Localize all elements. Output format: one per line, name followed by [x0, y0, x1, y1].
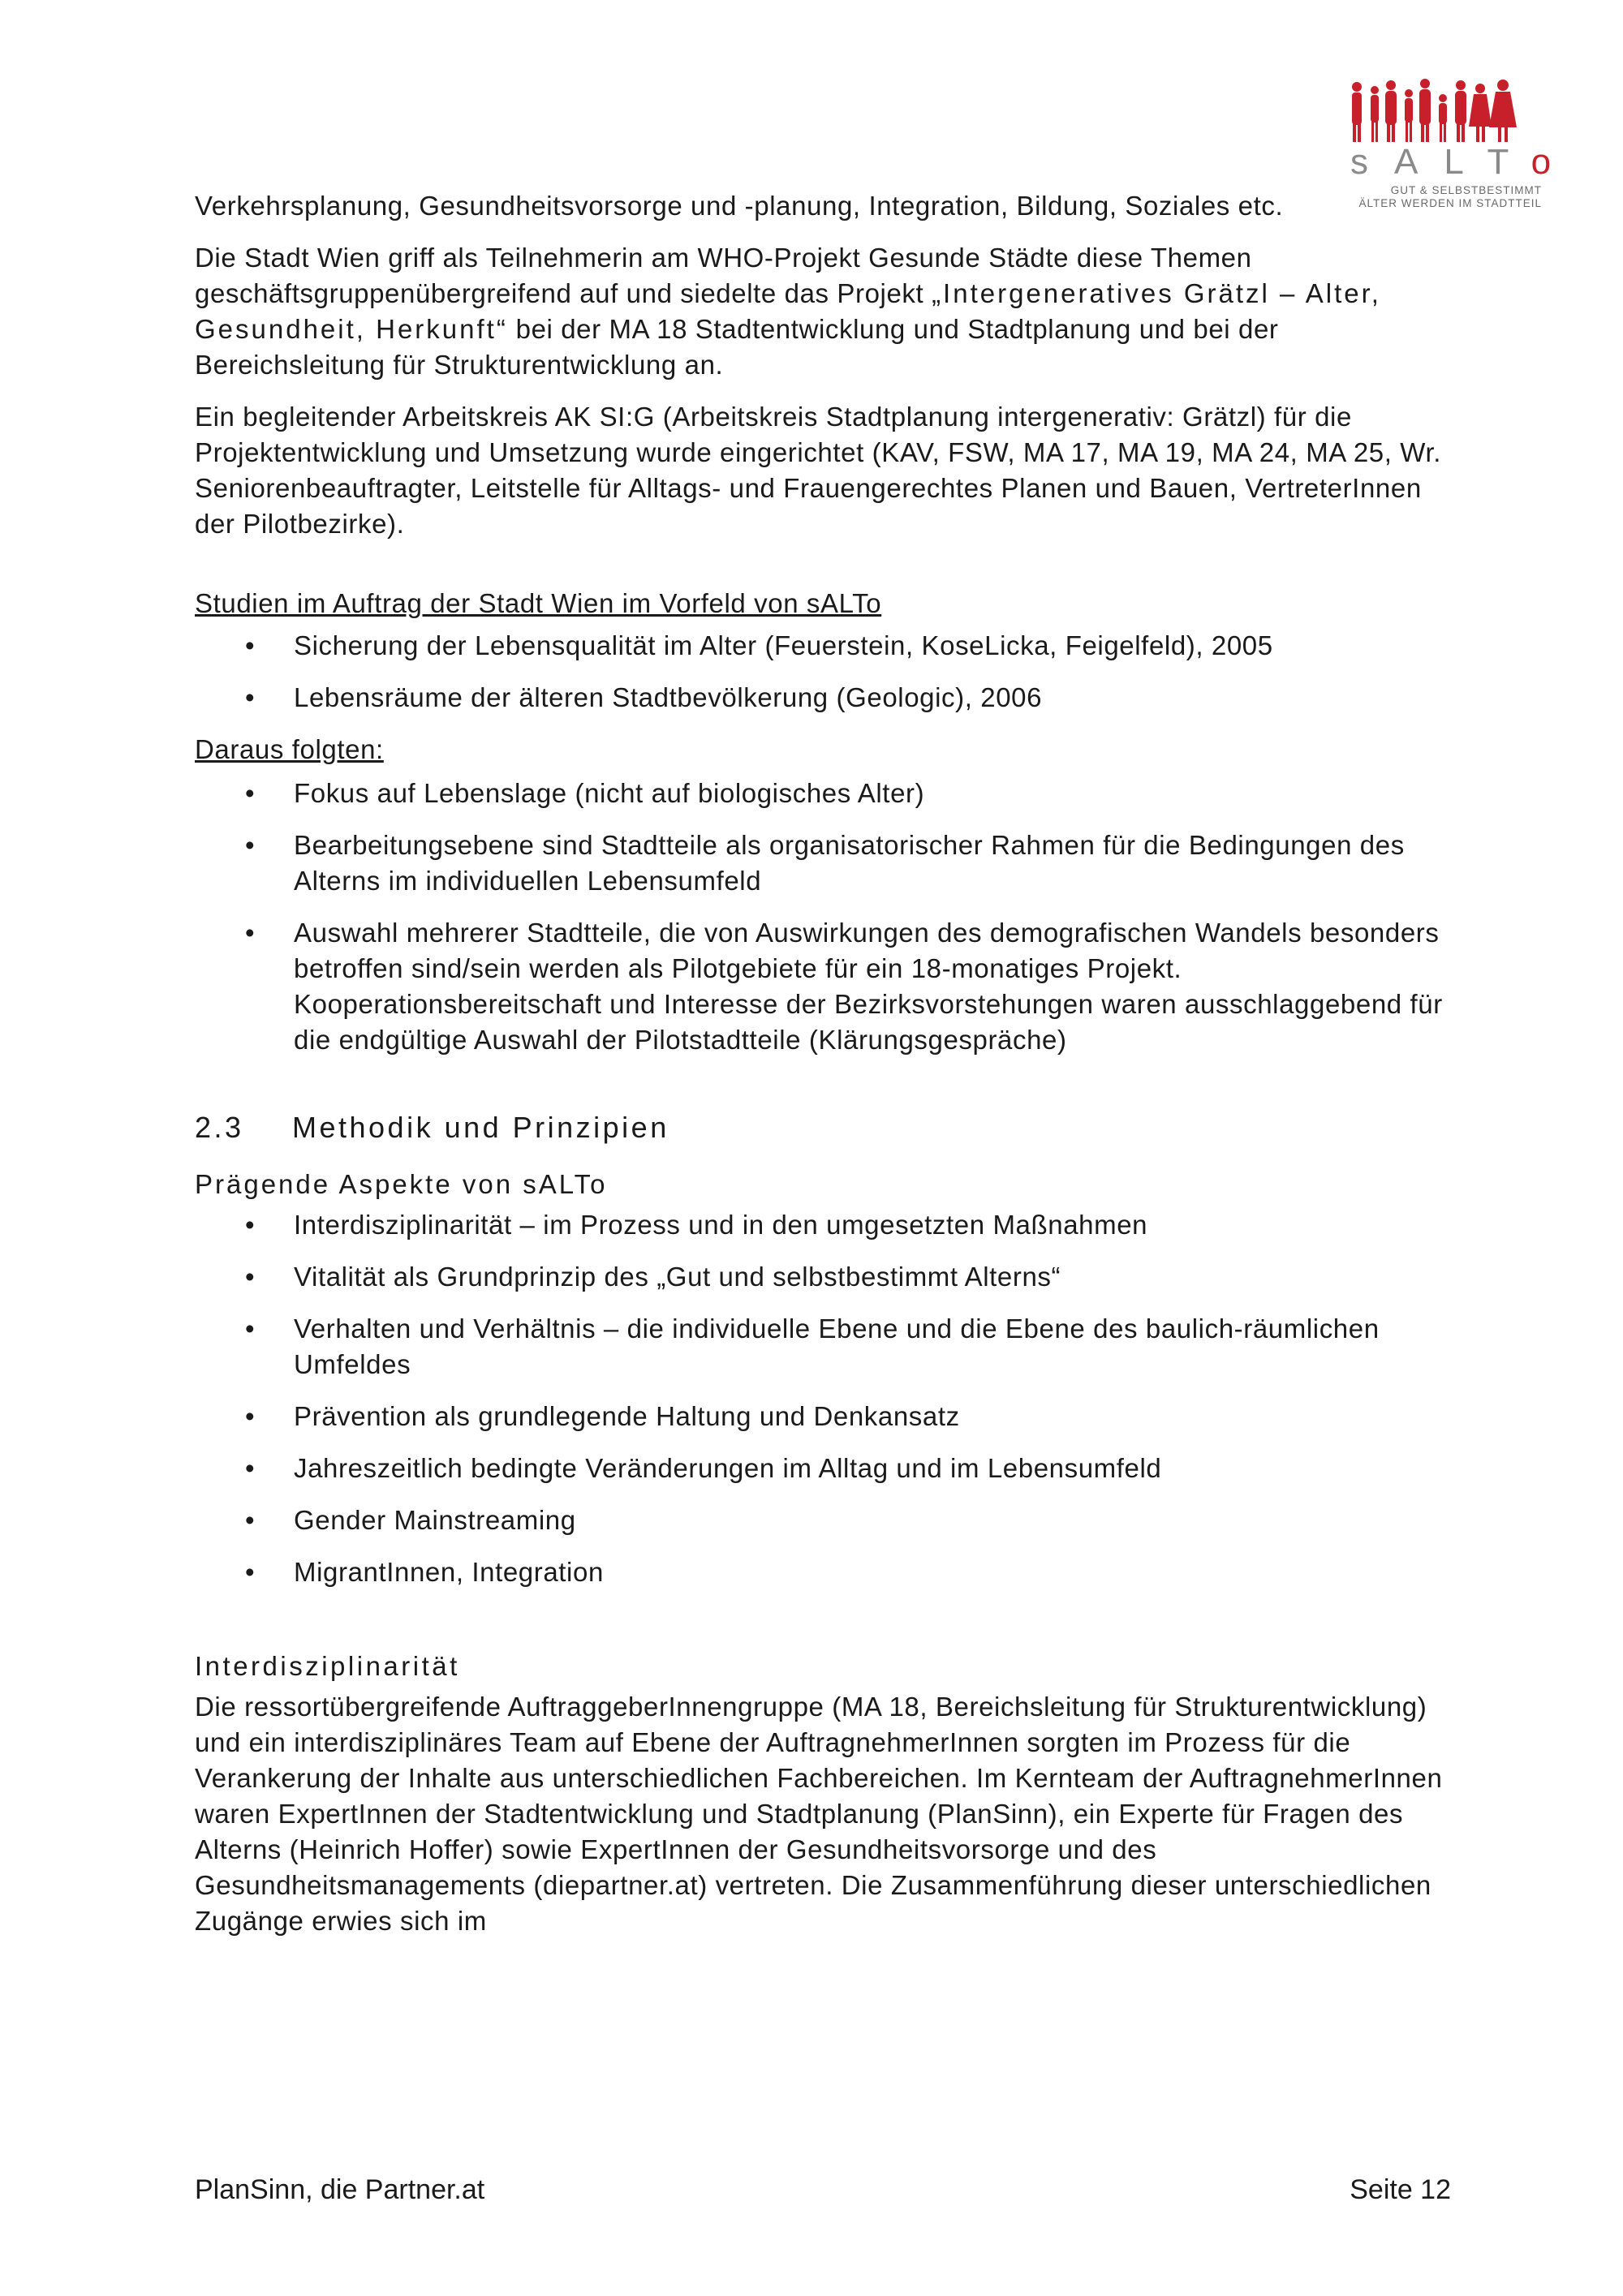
bullet-icon: •: [245, 630, 256, 660]
list-item-text: Gender Mainstreaming: [294, 1505, 576, 1535]
section-number: 2.3: [195, 1111, 244, 1144]
logo-tagline-1: GUT & SELBSTBESTIMMT: [1390, 184, 1542, 196]
page-number: Seite 12: [1350, 2174, 1451, 2205]
footer-left: PlanSinn, die Partner.at: [195, 2174, 485, 2205]
bullet-icon: •: [245, 1505, 256, 1535]
bullet-icon: •: [245, 830, 256, 860]
salto-logo: [1331, 77, 1578, 209]
list-item-text: Jahreszeitlich bedingte Veränderungen im Alltag und im Lebensumfeld: [294, 1453, 1162, 1483]
list-item: [195, 680, 1461, 716]
bullet-icon: •: [245, 1557, 256, 1587]
paragraph-intro-2a: Die Stadt Wien griff als Teilnehmerin am WHO-Projekt Gesunde Städte diese Themen geschäftsgruppenübergreifend auf und siedelte das Projekt: [195, 243, 1252, 308]
list-item-text: Auswahl mehrerer Stadtteile, die von Auswirkungen des demografischen Wandels besonders betroffen sind/sein werden als Pilotgebiete für ein 18-monatiges Projekt. Kooperationsbereitschaft und Interesse der Bezirksvorstehungen waren ausschlaggebend für die endgültige Auswahl der Pilotstadtteile (Klärungsgespräche): [294, 918, 1443, 1055]
bullet-icon: •: [245, 918, 256, 948]
aspekte-list: [195, 1207, 1461, 1590]
list-item-text: Sicherung der Lebensqualität im Alter (Feuerstein, KoseLicka, Feigelfeld), 2005: [294, 630, 1273, 660]
paragraph-intro-3: Ein begleitender Arbeitskreis AK SI:G (Arbeitskreis Stadtplanung intergenerativ: Grätzl) für die Projektentwicklung und Umsetzung wurde eingerichtet (KAV, FSW, MA 17, MA 19, MA 24, MA 25, Wr. Seniorenbeauftragter, Leitstelle für Alltags- und Frauengerechtes Planen und Bauen, VertreterInnen der Pilotbezirke).: [195, 402, 1441, 539]
studien-heading: Studien im Auftrag der Stadt Wien im Vorfeld von sALTo: [195, 588, 882, 618]
list-item-text: Vitalität als Grundprinzip des „Gut und selbstbestimmt Alterns“: [294, 1262, 1061, 1292]
paragraph-intro-2b: bei der MA 18 Stadtentwicklung und Stadtplanung und bei der Bereichsleitung für Strukturentwicklung an.: [195, 314, 1279, 380]
project-title: „Intergeneratives Grätzl – Alter, Gesundheit, Herkunft“: [195, 278, 1381, 344]
logo-tagline-2: ÄLTER WERDEN IM STADTTEIL: [1358, 197, 1542, 209]
bullet-icon: •: [245, 1210, 256, 1240]
list-item: [195, 1399, 1461, 1434]
daraus-list: [195, 776, 1461, 1058]
section-title: Methodik und Prinzipien: [292, 1111, 669, 1144]
list-item-text: Fokus auf Lebenslage (nicht auf biologisches Alter): [294, 778, 925, 808]
list-item-text: MigrantInnen, Integration: [294, 1557, 604, 1587]
list-item-text: Prävention als grundlegende Haltung und Denkansatz: [294, 1401, 960, 1431]
list-item: [195, 628, 1461, 664]
bullet-icon: •: [245, 1262, 256, 1292]
list-item-text: Bearbeitungsebene sind Stadtteile als organisatorischer Rahmen für die Bedingungen des Alterns im individuellen Lebensumfeld: [294, 830, 1405, 896]
logo-word-prefix: sALT: [1350, 142, 1531, 182]
bullet-icon: •: [245, 1314, 256, 1344]
list-item-text: Interdisziplinarität – im Prozess und in den umgesetzten Maßnahmen: [294, 1210, 1148, 1240]
list-item: [195, 776, 1461, 811]
logo-word-suffix: o: [1530, 142, 1578, 182]
bullet-icon: •: [245, 1401, 256, 1431]
list-item: [195, 828, 1461, 899]
list-item: [195, 1554, 1461, 1590]
body-text: [195, 188, 1461, 1955]
logo-wordmark: [1350, 142, 1578, 182]
list-item: [195, 1451, 1461, 1486]
paragraph-intro-2: [195, 240, 1461, 383]
section-heading: [195, 1110, 1461, 1146]
list-item-text: Lebensräume der älteren Stadtbevölkerung (Geologic), 2006: [294, 682, 1043, 712]
paragraph-intro-1: Verkehrsplanung, Gesundheitsvorsorge und -planung, Integration, Bildung, Soziales etc.: [195, 191, 1284, 221]
bullet-icon: •: [245, 682, 256, 712]
interdisziplinaritaet-paragraph: Die ressortübergreifende AuftraggeberInnengruppe (MA 18, Bereichsleitung für Strukturentwicklung) und ein interdisziplinäres Team auf Ebene der AuftragnehmerInnen sorgten im Prozess für die Verankerung der Inhalte aus unterschiedlichen Fachbereichen. Im Kernteam der AuftragnehmerInnen waren ExpertInnen der Stadtentwicklung und Stadtplanung (PlanSinn), ein Experte für Fragen des Alterns (Heinrich Hoffer) sowie ExpertInnen der Gesundheitsvorsorge und des Gesundheitsmanagements (diepartner.at) vertreten. Die Zusammenführung dieser unterschiedlichen Zugänge erwies sich im: [195, 1692, 1443, 1936]
list-item: [195, 1207, 1461, 1243]
list-item: [195, 1311, 1461, 1382]
studien-list: [195, 628, 1461, 716]
interdisziplinaritaet-heading: Interdisziplinarität: [195, 1651, 460, 1681]
aspekte-heading: Prägende Aspekte von sALTo: [195, 1169, 608, 1199]
bullet-icon: •: [245, 1453, 256, 1483]
people-figures-icon: [1347, 77, 1526, 144]
daraus-heading: Daraus folgten:: [195, 734, 384, 764]
list-item-text: Verhalten und Verhältnis – die individuelle Ebene und die Ebene des baulich-räumlichen Umfeldes: [294, 1314, 1380, 1379]
list-item: [195, 1503, 1461, 1538]
bullet-icon: •: [245, 778, 256, 808]
list-item: [195, 915, 1461, 1058]
list-item: [195, 1259, 1461, 1295]
